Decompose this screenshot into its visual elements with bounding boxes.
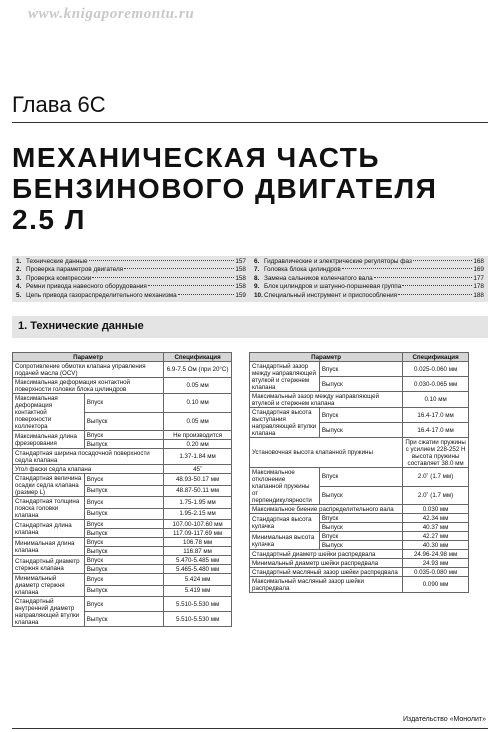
section-heading: 1. Технические данные xyxy=(12,316,488,338)
spec-cell: 0.05 мм xyxy=(164,412,232,431)
table-row xyxy=(13,538,232,547)
subparam-cell: Впуск xyxy=(84,556,163,565)
toc-leader xyxy=(413,260,472,261)
subparam-cell: Впуск xyxy=(84,431,163,440)
spec-cell: 5.424 мм xyxy=(164,574,232,586)
subparam-cell: Выпуск xyxy=(319,523,402,532)
spec-cell: 0.090 мм xyxy=(403,577,469,593)
param-cell: Максимальное биение распределительного вала xyxy=(250,505,403,514)
spec-cell: Не производится xyxy=(164,431,232,440)
spec-cell: 5.510-5.530 мм xyxy=(164,612,232,627)
spec-cell: 40.30 мм xyxy=(403,541,469,550)
spec-cell: 116.87 мм xyxy=(164,547,232,556)
spec-cell: 0.035-0.080 мм xyxy=(403,568,469,577)
subparam-cell: Выпуск xyxy=(84,547,163,556)
param-cell: Минимальный диаметр шейки распредвала xyxy=(250,559,403,568)
toc-title: Проверка компрессии xyxy=(26,274,92,282)
table-row xyxy=(250,468,469,487)
table-row xyxy=(13,449,232,465)
toc-title: Цепь привода газораспределительного механизма xyxy=(26,291,177,299)
spec-cell: 45˚ xyxy=(164,465,232,474)
toc-entry xyxy=(254,275,484,283)
spec-cell: 48.93-50.17 мм xyxy=(164,474,232,486)
param-cell: Установочная высота клапанной пружины xyxy=(250,438,403,468)
toc-page: 177 xyxy=(473,274,484,282)
subparam-cell: Выпуск xyxy=(319,486,402,505)
spec-cell: 16.4-17.0 мм xyxy=(403,408,469,423)
chapter-rule xyxy=(12,122,488,123)
table-row xyxy=(250,408,469,423)
subparam-cell: Выпуск xyxy=(84,612,163,627)
toc-page: 158 xyxy=(235,266,246,274)
title-line: МЕХАНИЧЕСКАЯ ЧАСТЬ xyxy=(12,142,380,173)
subparam-cell: Впуск xyxy=(319,532,402,541)
header-spec: Спецификация xyxy=(403,353,469,362)
subparam-cell: Выпуск xyxy=(319,423,402,438)
spec-cell: 106.78 мм xyxy=(164,538,232,547)
param-cell: Стандартная высота кулачка xyxy=(250,514,320,532)
toc-leader xyxy=(89,260,235,261)
subparam-cell: Впуск xyxy=(319,514,402,523)
toc-page: 178 xyxy=(473,283,484,291)
toc-title: Ремни привода навесного оборудования xyxy=(26,283,147,291)
param-cell: Стандартная величина осадки седла клапана (размер L) xyxy=(13,474,85,497)
toc-leader xyxy=(178,294,235,295)
spec-cell: 107.00-107.60 мм xyxy=(164,520,232,529)
subparam-cell: Выпуск xyxy=(84,508,163,520)
subparam-cell: Впуск xyxy=(84,474,163,486)
subparam-cell: Выпуск xyxy=(319,377,402,392)
spec-cell: 1.75-1.95 мм xyxy=(164,497,232,509)
toc-leader xyxy=(92,277,234,278)
table-row xyxy=(250,514,469,523)
toc-leader xyxy=(374,277,473,278)
toc-page: 157 xyxy=(235,258,246,265)
subparam-cell: Впуск xyxy=(84,574,163,586)
toc-page: 158 xyxy=(235,283,246,291)
table-row xyxy=(250,392,469,408)
spec-table-right xyxy=(249,352,469,593)
table-row xyxy=(13,474,232,486)
spec-cell: 0.10 мм xyxy=(164,394,232,413)
toc-number: 2. xyxy=(16,266,22,274)
param-cell: Максимальная деформация контактной поверхности головки блока цилиндров xyxy=(13,378,164,394)
subparam-cell: Впуск xyxy=(319,468,402,487)
subparam-cell: Впуск xyxy=(319,362,402,377)
param-cell: Стандартный внутренний диаметр направляющей втулки клапана xyxy=(13,597,85,627)
spec-cell: 1.95-2.15 мм xyxy=(164,508,232,520)
toc-number: 8. xyxy=(254,274,260,282)
table-row xyxy=(13,556,232,565)
table-row xyxy=(13,431,232,440)
table-row xyxy=(250,559,469,568)
toc-entry xyxy=(254,266,484,274)
spec-cell: 2.0˚ (1.7 мм) xyxy=(403,468,469,487)
toc-number: 10. xyxy=(254,291,263,299)
subparam-cell: Выпуск xyxy=(84,529,163,538)
spec-cell: 5.470-5.485 мм xyxy=(164,556,232,565)
toc-number: 7. xyxy=(254,266,260,274)
page-title xyxy=(12,142,437,235)
toc-title: Технические данные xyxy=(26,258,88,265)
header-param: Параметр xyxy=(13,353,164,362)
subparam-cell: Впуск xyxy=(84,538,163,547)
spec-cell: 0.10 мм xyxy=(403,392,469,408)
toc-entry xyxy=(16,292,246,300)
table-row xyxy=(250,568,469,577)
param-cell: Минимальная длина клапана xyxy=(13,538,85,556)
spec-cell: 0.20 мм xyxy=(164,440,232,449)
toc-leader xyxy=(124,268,234,269)
spec-cell: При сжатии пружины с усилием 228-252 Н высота пружины составляет 38.0 мм xyxy=(403,438,469,468)
param-cell: Максимальное отклонение клапанной пружины от перпендикулярности xyxy=(250,468,320,505)
toc-leader xyxy=(342,268,473,269)
table-row xyxy=(13,497,232,509)
spec-cell: 5.510-5.530 мм xyxy=(164,597,232,612)
table-row xyxy=(250,577,469,593)
param-cell: Стандартный диаметр стержня клапана xyxy=(13,556,85,574)
spec-cell: 5.419 мм xyxy=(164,585,232,597)
toc-number: 5. xyxy=(16,291,22,299)
toc-number: 1. xyxy=(16,258,22,265)
toc-leader xyxy=(402,285,472,286)
spec-table-body xyxy=(13,362,232,627)
subparam-cell: Выпуск xyxy=(84,440,163,449)
param-cell: Сопротивление обмотки клапана управления подачей масла (OCV) xyxy=(13,362,164,378)
toc-number: 9. xyxy=(254,283,260,291)
param-cell: Стандартный диаметр шейки распредвала xyxy=(250,550,403,559)
subparam-cell: Впуск xyxy=(84,520,163,529)
spec-cell: 117.09-117.69 мм xyxy=(164,529,232,538)
param-cell: Угол фаски седла клапана xyxy=(13,465,164,474)
spec-cell: 48.87-50.11 мм xyxy=(164,485,232,497)
table-row xyxy=(13,378,232,394)
subparam-cell: Впуск xyxy=(84,394,163,413)
spec-table-left xyxy=(12,352,232,627)
subparam-cell: Впуск xyxy=(319,408,402,423)
spec-cell: 24.96-24.98 мм xyxy=(403,550,469,559)
table-row xyxy=(13,394,232,413)
table-row xyxy=(13,362,232,378)
spec-cell: 16.4-17.0 мм xyxy=(403,423,469,438)
param-cell: Стандартный зазор между направляющей втулкой и стержнем клапана xyxy=(250,362,320,392)
toc-number: 3. xyxy=(16,274,22,282)
toc-entry xyxy=(16,275,246,283)
chapter-heading: Глава 6С xyxy=(12,92,106,117)
toc-entry xyxy=(254,292,484,300)
param-cell: Стандартный масляный зазор шейки распредвала xyxy=(250,568,403,577)
toc-page: 169 xyxy=(473,266,484,274)
table-row xyxy=(13,574,232,586)
toc-title: Гидравлические и электрические регуляторы фаз xyxy=(264,258,412,265)
spec-cell: 42.34 мм xyxy=(403,514,469,523)
table-row xyxy=(250,438,469,468)
toc-column-right xyxy=(254,258,484,300)
spec-cell: 24.93 мм xyxy=(403,559,469,568)
param-cell: Минимальная высота кулачка xyxy=(250,532,320,550)
toc-column-left xyxy=(16,258,246,300)
toc-title: Проверка параметров двигателя xyxy=(26,266,124,274)
table-of-contents xyxy=(12,256,488,302)
subparam-cell: Выпуск xyxy=(84,585,163,597)
spec-cell: 40.37 мм xyxy=(403,523,469,532)
publisher: Издательство «Монолит» xyxy=(402,716,486,723)
toc-number: 4. xyxy=(16,283,22,291)
table-row xyxy=(13,597,232,612)
param-cell: Стандартная высота выступания направляющей втулки клапана xyxy=(250,408,320,438)
table-row xyxy=(250,550,469,559)
toc-leader xyxy=(398,294,472,295)
table-row xyxy=(250,532,469,541)
subparam-cell: Впуск xyxy=(84,597,163,612)
toc-title: Головка блока цилиндров xyxy=(264,266,341,274)
spec-cell: 1.37-1.84 мм xyxy=(164,449,232,465)
spec-cell: 2.0˚ (1.7 мм) xyxy=(403,486,469,505)
spec-cell: 6.9-7.5 Ом (при 20°C) xyxy=(164,362,232,378)
toc-entry xyxy=(254,283,484,291)
subparam-cell: Выпуск xyxy=(84,565,163,574)
spec-cell: 42.27 мм xyxy=(403,532,469,541)
toc-title: Блок цилиндров и шатунно-поршневая группа xyxy=(264,283,402,291)
toc-title: Специальный инструмент и приспособления xyxy=(264,291,398,299)
spec-table-body xyxy=(250,362,469,593)
toc-page: 188 xyxy=(473,291,484,299)
param-cell: Стандартная длина клапана xyxy=(13,520,85,538)
table-row xyxy=(13,465,232,474)
toc-number: 6. xyxy=(254,258,260,265)
toc-page: 158 xyxy=(235,274,246,282)
param-cell: Максимальный зазор между направляющей втулкой и стержнем клапана xyxy=(250,392,403,408)
spec-cell: 0.05 мм xyxy=(164,378,232,394)
toc-title: Замена сальников коленчатого вала xyxy=(264,274,373,282)
param-cell: Стандартная толщина пояска головки клапана xyxy=(13,497,85,520)
subparam-cell: Выпуск xyxy=(84,485,163,497)
subparam-cell: Выпуск xyxy=(84,412,163,431)
spec-cell: 0.025-0.060 мм xyxy=(403,362,469,377)
toc-entry xyxy=(16,258,246,266)
subparam-cell: Впуск xyxy=(84,497,163,509)
title-line: БЕНЗИНОВОГО ДВИГАТЕЛЯ xyxy=(12,173,438,204)
spec-cell: 0.030-0.065 мм xyxy=(403,377,469,392)
param-cell: Стандартная ширина посадочной поверхности седла клапана xyxy=(13,449,164,465)
table-row xyxy=(250,362,469,377)
toc-entry xyxy=(16,283,246,291)
toc-entry xyxy=(16,266,246,274)
watermark: www.knigaporemontu.ru xyxy=(28,6,195,22)
spec-cell: 0.030 мм xyxy=(403,505,469,514)
spec-cell: 5.465-5.480 мм xyxy=(164,565,232,574)
toc-page: 159 xyxy=(235,291,246,299)
subparam-cell: Выпуск xyxy=(319,541,402,550)
toc-page: 168 xyxy=(473,258,484,265)
header-param: Параметр xyxy=(250,353,403,362)
table-row xyxy=(250,505,469,514)
param-cell: Минимальный диаметр стержня клапана xyxy=(13,574,85,597)
param-cell: Максимальная длина фрезерования xyxy=(13,431,85,449)
header-spec: Спецификация xyxy=(164,353,232,362)
footer-rule xyxy=(12,728,488,729)
table-row xyxy=(13,520,232,529)
param-cell: Максимальный масляный зазор шейки распредвала xyxy=(250,577,403,593)
title-line: 2.5 Л xyxy=(12,204,86,235)
toc-leader xyxy=(148,285,234,286)
param-cell: Максимальная деформация контактной поверхности коллектора xyxy=(13,394,85,431)
